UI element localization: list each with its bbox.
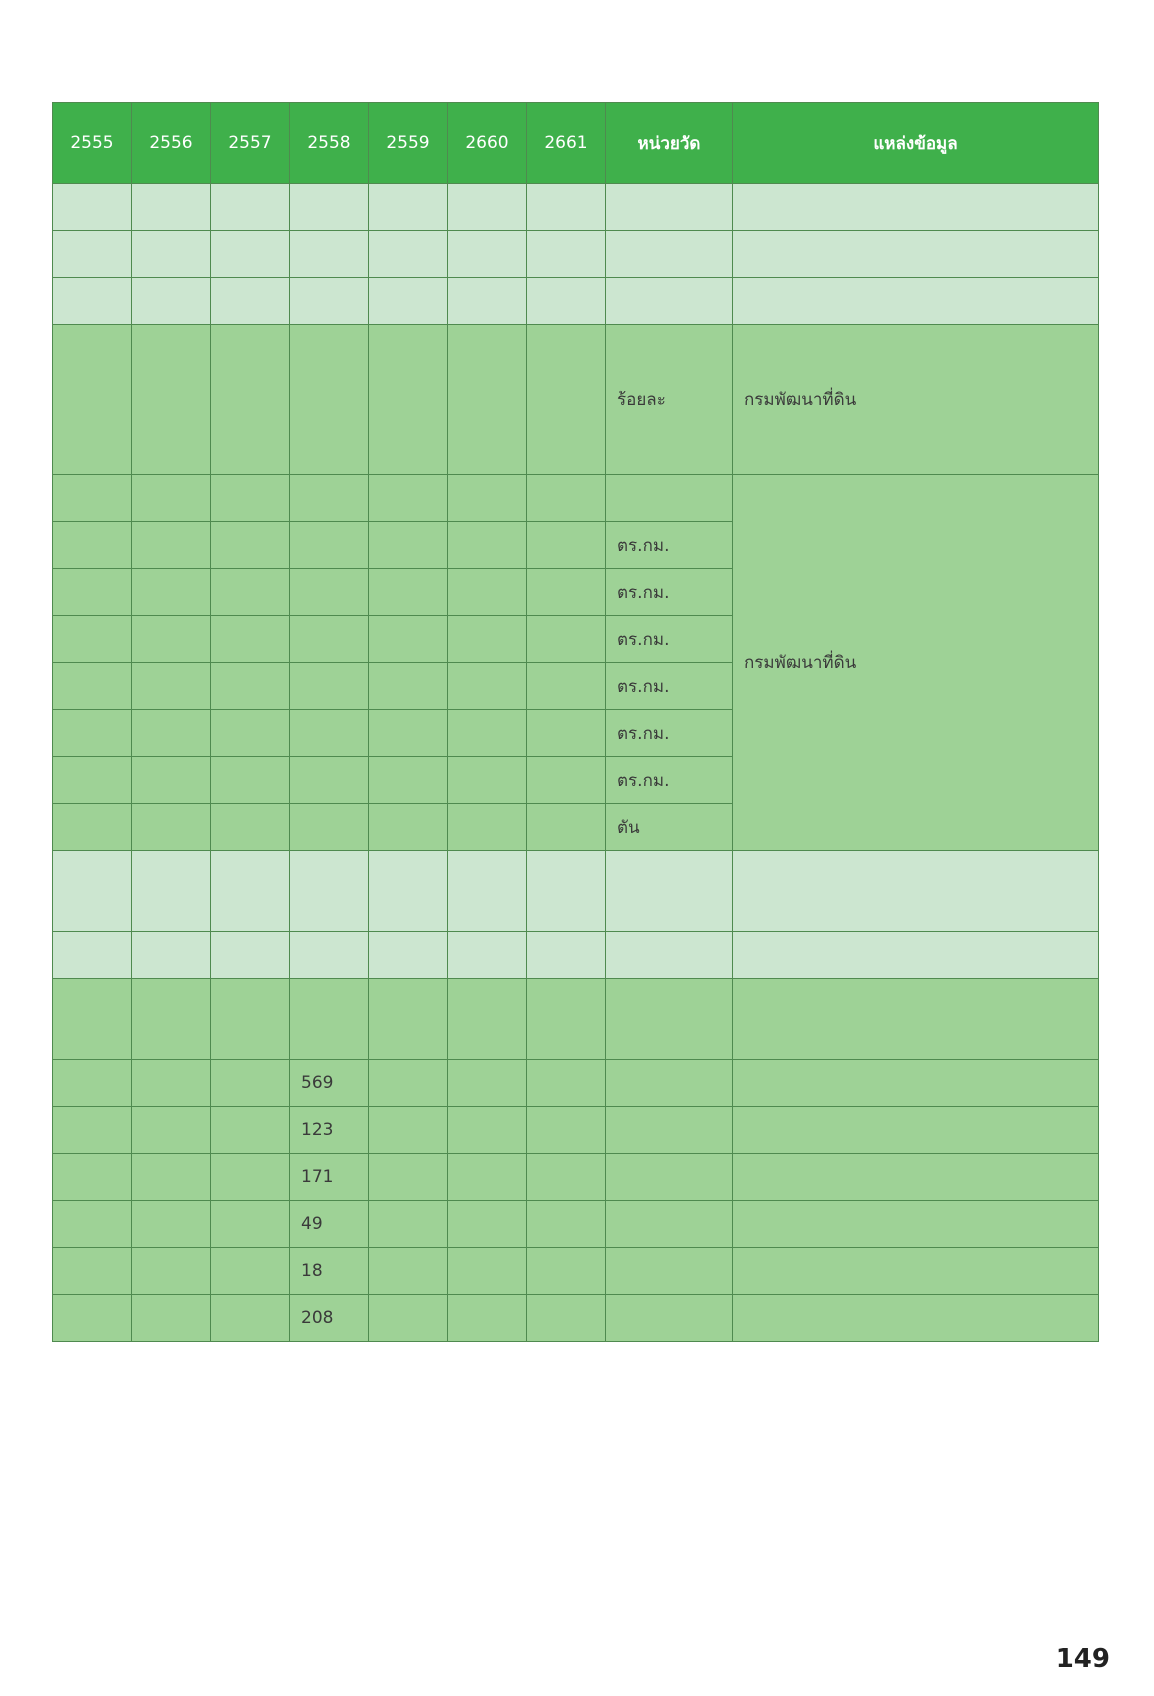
table-row [53, 325, 1099, 475]
table-row [53, 932, 1099, 979]
unit-cell: ตร.กม. [606, 616, 733, 663]
header-source: แหล่งข้อมูล [733, 103, 1099, 184]
value-cell: 18 [290, 1248, 369, 1295]
unit-cell: ตร.กม. [606, 710, 733, 757]
unit-cell: ร้อยละ [606, 325, 733, 475]
value-cell: 171 [290, 1154, 369, 1201]
table-row [53, 1107, 1099, 1154]
unit-cell: ตัน [606, 804, 733, 851]
table-row [53, 979, 1099, 1060]
header-year: 2557 [211, 103, 290, 184]
table-row [53, 475, 1099, 522]
page-number: 149 [1055, 1644, 1110, 1674]
header-year: 2661 [527, 103, 606, 184]
header-year: 2559 [369, 103, 448, 184]
value-cell: 569 [290, 1060, 369, 1107]
header-unit: หน่วยวัด [606, 103, 733, 184]
table-row [53, 1154, 1099, 1201]
unit-cell: ตร.กม. [606, 569, 733, 616]
table-row [53, 278, 1099, 325]
value-cell: 49 [290, 1201, 369, 1248]
table-header-row [53, 103, 1099, 184]
unit-cell: ตร.กม. [606, 663, 733, 710]
unit-cell: ตร.กม. [606, 522, 733, 569]
header-year: 2555 [53, 103, 132, 184]
source-cell: กรมพัฒนาที่ดิน [733, 475, 1099, 851]
header-year: 2556 [132, 103, 211, 184]
unit-cell: ตร.กม. [606, 757, 733, 804]
table-row [53, 1248, 1099, 1295]
source-cell: กรมพัฒนาที่ดิน [733, 325, 1099, 475]
table-row [53, 1201, 1099, 1248]
table-row [53, 184, 1099, 231]
table-row [53, 1295, 1099, 1342]
table-row [53, 1060, 1099, 1107]
header-year: 2660 [448, 103, 527, 184]
value-cell: 208 [290, 1295, 369, 1342]
value-cell: 123 [290, 1107, 369, 1154]
table-row [53, 231, 1099, 278]
table-row [53, 851, 1099, 932]
header-year: 2558 [290, 103, 369, 184]
statistics-table [52, 102, 1099, 1342]
